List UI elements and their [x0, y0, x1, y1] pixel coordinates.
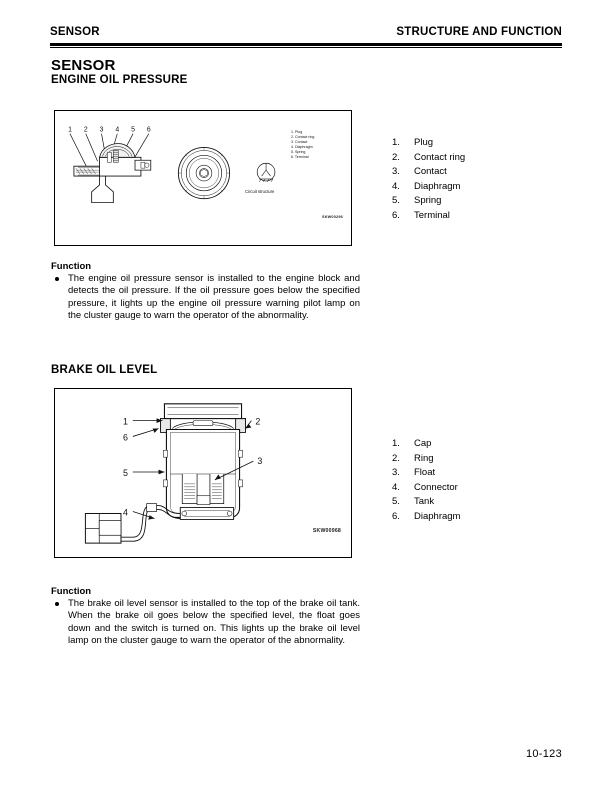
parts-item-index: 2. — [392, 452, 400, 464]
parts-item-index: 5. — [392, 195, 400, 207]
parts-list-item — [392, 452, 460, 467]
svg-text:5: 5 — [122, 467, 128, 478]
svg-text:6: 6 — [146, 126, 151, 134]
parts-item-label: Ring — [414, 452, 434, 464]
header-left-title: SENSOR — [50, 26, 100, 38]
parts-item-index: 1. — [392, 137, 400, 148]
parts-item-label: Spring — [414, 195, 442, 207]
parts-item-index: 3. — [392, 166, 400, 178]
parts-list-brake-oil-level — [392, 437, 460, 525]
parts-list-item — [392, 165, 465, 180]
parts-item-index: 5. — [392, 496, 400, 508]
parts-item-label: Diaphragm — [414, 180, 461, 192]
function-heading-engine: Function — [51, 261, 92, 272]
parts-list-item — [392, 194, 465, 209]
function-text-engine: The engine oil pressure sensor is installed to the engine block and detects the oil pressure. If the oil pressure goes below the specified pressure, it lights up the engine oil pressure warning pilot lamp on the cluster gauge to warn the operator of the abnormality. — [68, 273, 360, 321]
figure-inline-legend-engine — [291, 130, 314, 161]
svg-text:4: 4 — [115, 126, 120, 134]
subsection-title-brake-oil-level: BRAKE OIL LEVEL — [51, 364, 158, 376]
header-right-title: STRUCTURE AND FUNCTION — [396, 26, 562, 38]
parts-item-index: 3. — [392, 467, 400, 479]
figure-caption-circuit-structure: Circuit structure — [245, 189, 275, 194]
parts-item-index: 1. — [392, 438, 400, 449]
figure-callout-numbers — [68, 127, 151, 134]
parts-item-label: Connector — [414, 481, 458, 493]
page-header — [50, 26, 562, 48]
svg-text:5: 5 — [131, 126, 135, 134]
parts-item-label: Terminal — [414, 209, 450, 221]
header-rule-thick — [50, 43, 562, 46]
parts-list-item — [392, 151, 465, 166]
bullet-icon — [55, 602, 59, 606]
parts-item-index: 2. — [392, 151, 400, 163]
parts-item-index: 4. — [392, 481, 400, 493]
svg-text:4: 4 — [122, 507, 128, 518]
svg-text:2: 2 — [83, 126, 88, 134]
parts-list-item — [392, 180, 465, 195]
subsection-title-engine-oil-pressure: ENGINE OIL PRESSURE — [51, 74, 188, 86]
page-title: SENSOR — [51, 57, 116, 74]
parts-list-item — [392, 481, 460, 496]
inline-legend-item: 5. Spring — [291, 150, 306, 155]
parts-item-index: 6. — [392, 209, 400, 221]
parts-list-item — [392, 136, 465, 151]
svg-text:3: 3 — [99, 126, 104, 134]
figure-drawing-code-brake: SKW00968 — [312, 528, 341, 534]
parts-list-item — [392, 437, 460, 452]
parts-item-label: Contact ring — [414, 151, 466, 163]
parts-item-index: 4. — [392, 180, 400, 192]
parts-item-label: Tank — [414, 496, 435, 508]
parts-item-index: 6. — [392, 510, 400, 522]
inline-legend-item: 3. Contact — [291, 140, 308, 145]
svg-text:1: 1 — [68, 126, 72, 134]
figure-brake-oil-level-sensor — [54, 388, 352, 558]
page-number: 10-123 — [525, 748, 562, 760]
inline-legend-item: 4. Diaphragm — [291, 145, 313, 150]
figure-drawing-code-engine: SKW00296 — [321, 215, 343, 219]
parts-item-label: Float — [414, 467, 436, 479]
parts-item-label: Plug — [414, 137, 434, 148]
function-text-brake: The brake oil level sensor is installed to the top of the brake oil tank. When the brake oil goes below the specified level, the float goes down and the switch is turned on. This lights up the brake oil level lamp on the cluster gauge to warn the operator of the abnormality. — [68, 598, 360, 646]
parts-item-label: Diaphragm — [414, 510, 461, 522]
inline-legend-item: 1. Plug — [291, 130, 303, 134]
svg-text:3: 3 — [257, 456, 263, 467]
brake-oil-level-sensor-drawing — [55, 389, 351, 557]
parts-item-label: Cap — [414, 438, 432, 449]
parts-list-item — [392, 209, 465, 224]
svg-text:2: 2 — [255, 416, 261, 427]
header-rule-thin — [50, 47, 562, 48]
bullet-icon — [55, 277, 59, 281]
parts-list-item — [392, 510, 460, 525]
inline-legend-item: 6. Terminal — [291, 155, 309, 160]
parts-list-item — [392, 495, 460, 510]
parts-list-item — [392, 466, 460, 481]
svg-text:1: 1 — [122, 416, 128, 427]
inline-legend-item: 2. Contact ring — [291, 135, 315, 140]
function-heading-brake: Function — [51, 586, 92, 597]
figure-engine-oil-pressure-sensor — [54, 110, 352, 246]
parts-list-engine-oil-pressure — [392, 136, 465, 224]
parts-item-label: Contact — [414, 166, 447, 178]
svg-text:6: 6 — [122, 432, 128, 443]
